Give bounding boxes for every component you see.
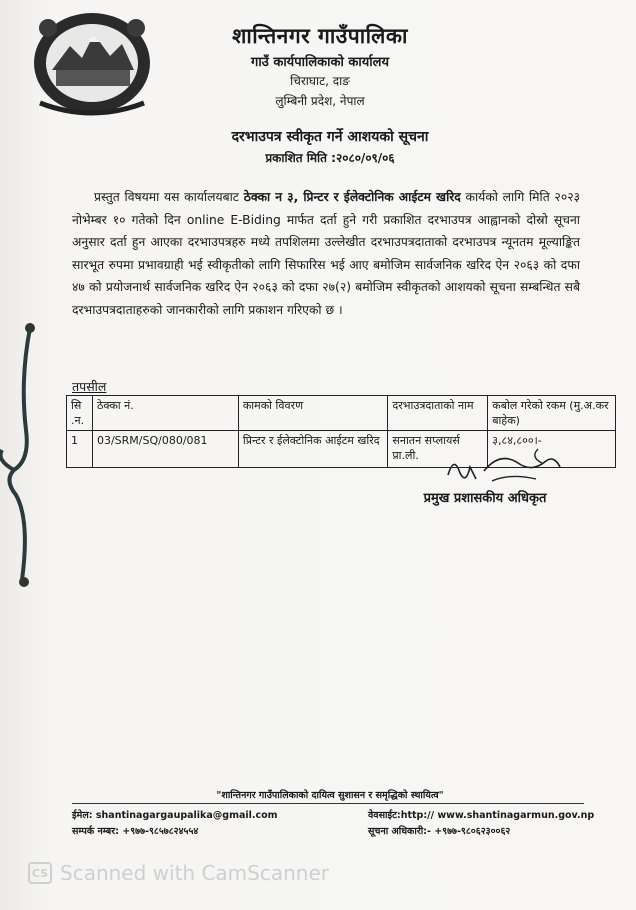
cell-contract-no: 03/SRM/SQ/080/081: [92, 431, 238, 468]
details-heading: तपसील: [72, 379, 107, 394]
footer-website: वेवसाईट:http:// www.shantinagarmun.gov.np: [368, 810, 595, 821]
header-contract-no: ठेक्का नं.: [92, 396, 238, 431]
cell-bidder-name: सनातन सप्लायर्स प्रा.ली.: [388, 431, 488, 468]
cell-bid-amount: ३,८४,८००।-: [488, 431, 616, 468]
header-bidder-name: दरभाउत्रदाताको नाम: [388, 396, 488, 431]
footer-phone: सम्पर्क नम्बर: +९७७-९८५७८२४५५४: [72, 826, 199, 837]
table-header-row: [67, 396, 616, 431]
camscanner-text: Scanned with CamScanner: [60, 861, 329, 885]
header-work-description: कामको विवरण: [238, 396, 388, 431]
camscanner-logo-icon: CS: [28, 862, 52, 884]
office-province: लुम्बिनी प्रदेश, नेपाल: [275, 94, 365, 108]
header-bid-amount: कबोल गरेको रकम (मु.अ.कर बाहेक): [488, 396, 616, 431]
body-part-1: प्रस्तुत विषयमा यस कार्यालयबाट: [94, 190, 244, 204]
handwritten-signature: [440, 445, 570, 493]
body-part-3: कार्यको लागि मिति २०२३ नोभेम्बर १० गतेको दिन online E-Biding मार्फत दर्ता हुने गरी प्रकाशित दरभाउपत्र आह्वानको दोस्रो सूचना अनुसार दर्ता हुन आएका दरभाउपत्रहरु मध्ये तपशिलमा उल्लेखीत दरभाउपत्रदाताको दरभाउपत्र न्यूनतम मूल्याङ्कित सारभूत रुपमा प्रभावग्राही भई स्वीकृतीको लागि सिफारिस भई आए बमोजिम सार्वजनिक खरिद ऐन २०६३ को दफा ४७ को प्रयोजनार्थ सार्वजनिक खरिद ऐन २०६३ को दफा २७(२) बमोजिम स्वीकृतको आशयको सूचना सम्बन्धित सबै दरभाउपत्रदाताहरुको जानकारीको लागि प्रकाशन गरिएको छ ।: [72, 190, 581, 317]
header-serial: सि .न.: [67, 396, 93, 431]
footer-info-officer: सूचना अधिकारी:- +९७७-९८०६२३००६२: [368, 826, 511, 837]
cell-serial: 1: [67, 431, 93, 468]
body-contract-title: ठेक्का न ३, प्रिन्टर र ईलेक्टोनिक आईटम खरिद: [243, 190, 461, 204]
municipality-name: शान्तिनगर गाउँपालिका: [232, 24, 408, 48]
office-location: चिराघाट, दाङ: [290, 74, 350, 88]
footer-motto: "शान्तिनगर गाउँपालिकाको दायित्व सुशासन र समृद्धिको स्थायित्व": [216, 790, 444, 801]
cell-work-description: प्रिन्टर र ईलेक्टोनिक आईटम खरिद: [238, 431, 388, 468]
notice-body: [72, 186, 580, 321]
office-name: गाउँ कार्यपालिकाको कार्यालय: [251, 55, 389, 70]
binding-string-image: [0, 320, 48, 590]
camscanner-watermark: [28, 860, 329, 886]
signatory-title: प्रमुख प्रशासकीय अधिकृत: [423, 491, 547, 506]
notice-title: दरभाउपत्र स्वीकृत गर्ने आशयको सूचना: [231, 129, 429, 145]
footer-divider: [72, 803, 584, 804]
publication-date: प्रकाशित मिति :२०८०/०९/०६: [265, 151, 395, 165]
footer-email: ईमेल: shantinagargaupalika@gmail.com: [72, 810, 278, 821]
government-emblem-logo: [30, 8, 155, 118]
